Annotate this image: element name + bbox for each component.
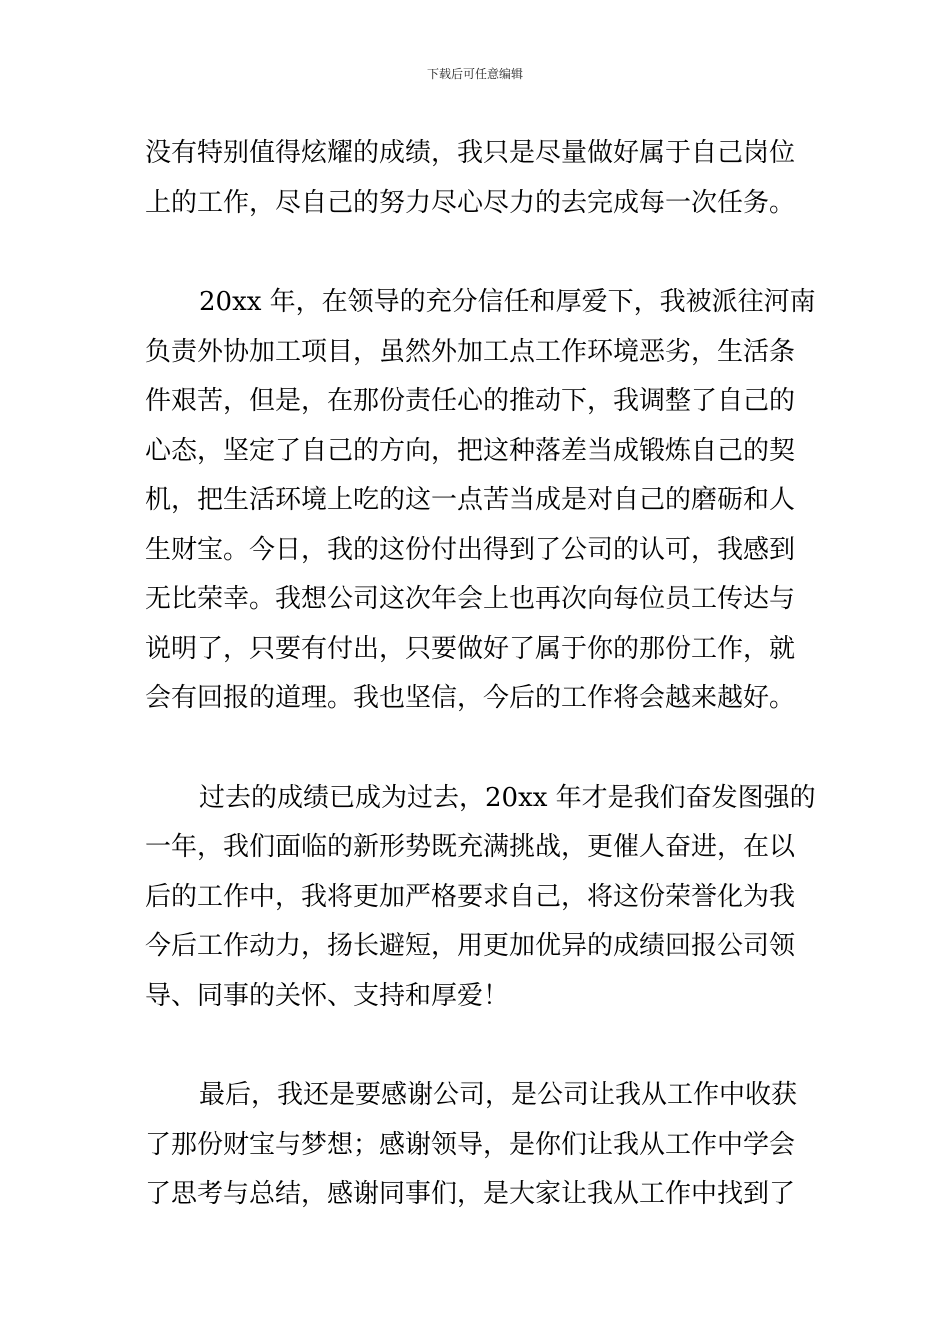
- paragraph-spacer: [145, 1021, 815, 1071]
- text-line: 负责外协加工项目，虽然外加工点工作环境恶劣，生活条: [145, 336, 796, 367]
- text-line: 了那份财宝与梦想；感谢领导，是你们让我从工作中学会: [145, 1129, 796, 1160]
- text-line: 生财宝。今日，我的这份付出得到了公司的认可，我感到: [145, 534, 796, 565]
- page-header: 下载后可任意编辑: [426, 67, 523, 81]
- text-line: 上的工作，尽自己的努力尽心尽力的去完成每一次任务。: [145, 187, 796, 218]
- paragraph-spacer: [145, 228, 815, 278]
- text-line: 导、同事的关怀、支持和厚爱！: [145, 980, 510, 1011]
- text-line: 今后工作动力，扬长避短，用更加优异的成绩回报公司领: [145, 931, 796, 961]
- text-line: 最后，我还是要感谢公司，是公司让我从工作中收获: [199, 1080, 798, 1110]
- text-line: 过去的成绩已成为过去，20xx 年才是我们奋发图强的: [199, 782, 816, 813]
- text-line: 20xx 年，在领导的充分信任和厚爱下，我被派往河南: [199, 287, 816, 317]
- text-line: 无比荣幸。我想公司这次年会上也再次向每位员工传达与: [145, 584, 796, 614]
- paragraph-spacer: [145, 724, 815, 774]
- text-line: 没有特别值得炫耀的成绩，我只是尽量做好属于自己岗位: [145, 138, 796, 168]
- paragraph-3: [145, 774, 815, 1022]
- text-line: 说明了，只要有付出，只要做好了属于你的那份工作，就: [145, 633, 796, 664]
- text-line: 机，把生活环境上吃的这一点苦当成是对自己的磨砺和人: [145, 485, 796, 515]
- paragraph-2: [145, 278, 815, 724]
- text-line: 后的工作中，我将更加严格要求自己，将这份荣誉化为我: [145, 881, 796, 912]
- text-line: 一年，我们面临的新形势既充满挑战，更催人奋进，在以: [145, 832, 796, 862]
- text-line: 了思考与总结，感谢同事们，是大家让我从工作中找到了: [145, 1179, 796, 1209]
- paragraph-4: [145, 1071, 815, 1220]
- text-line: 件艰苦，但是，在那份责任心的推动下，我调整了自己的: [145, 386, 796, 416]
- paragraph-1: [145, 129, 815, 228]
- text-line: 会有回报的道理。我也坚信，今后的工作将会越来越好。: [145, 683, 796, 713]
- document-body: [145, 129, 815, 1220]
- text-line: 心态，坚定了自己的方向，把这种落差当成锻炼自己的契: [145, 435, 796, 466]
